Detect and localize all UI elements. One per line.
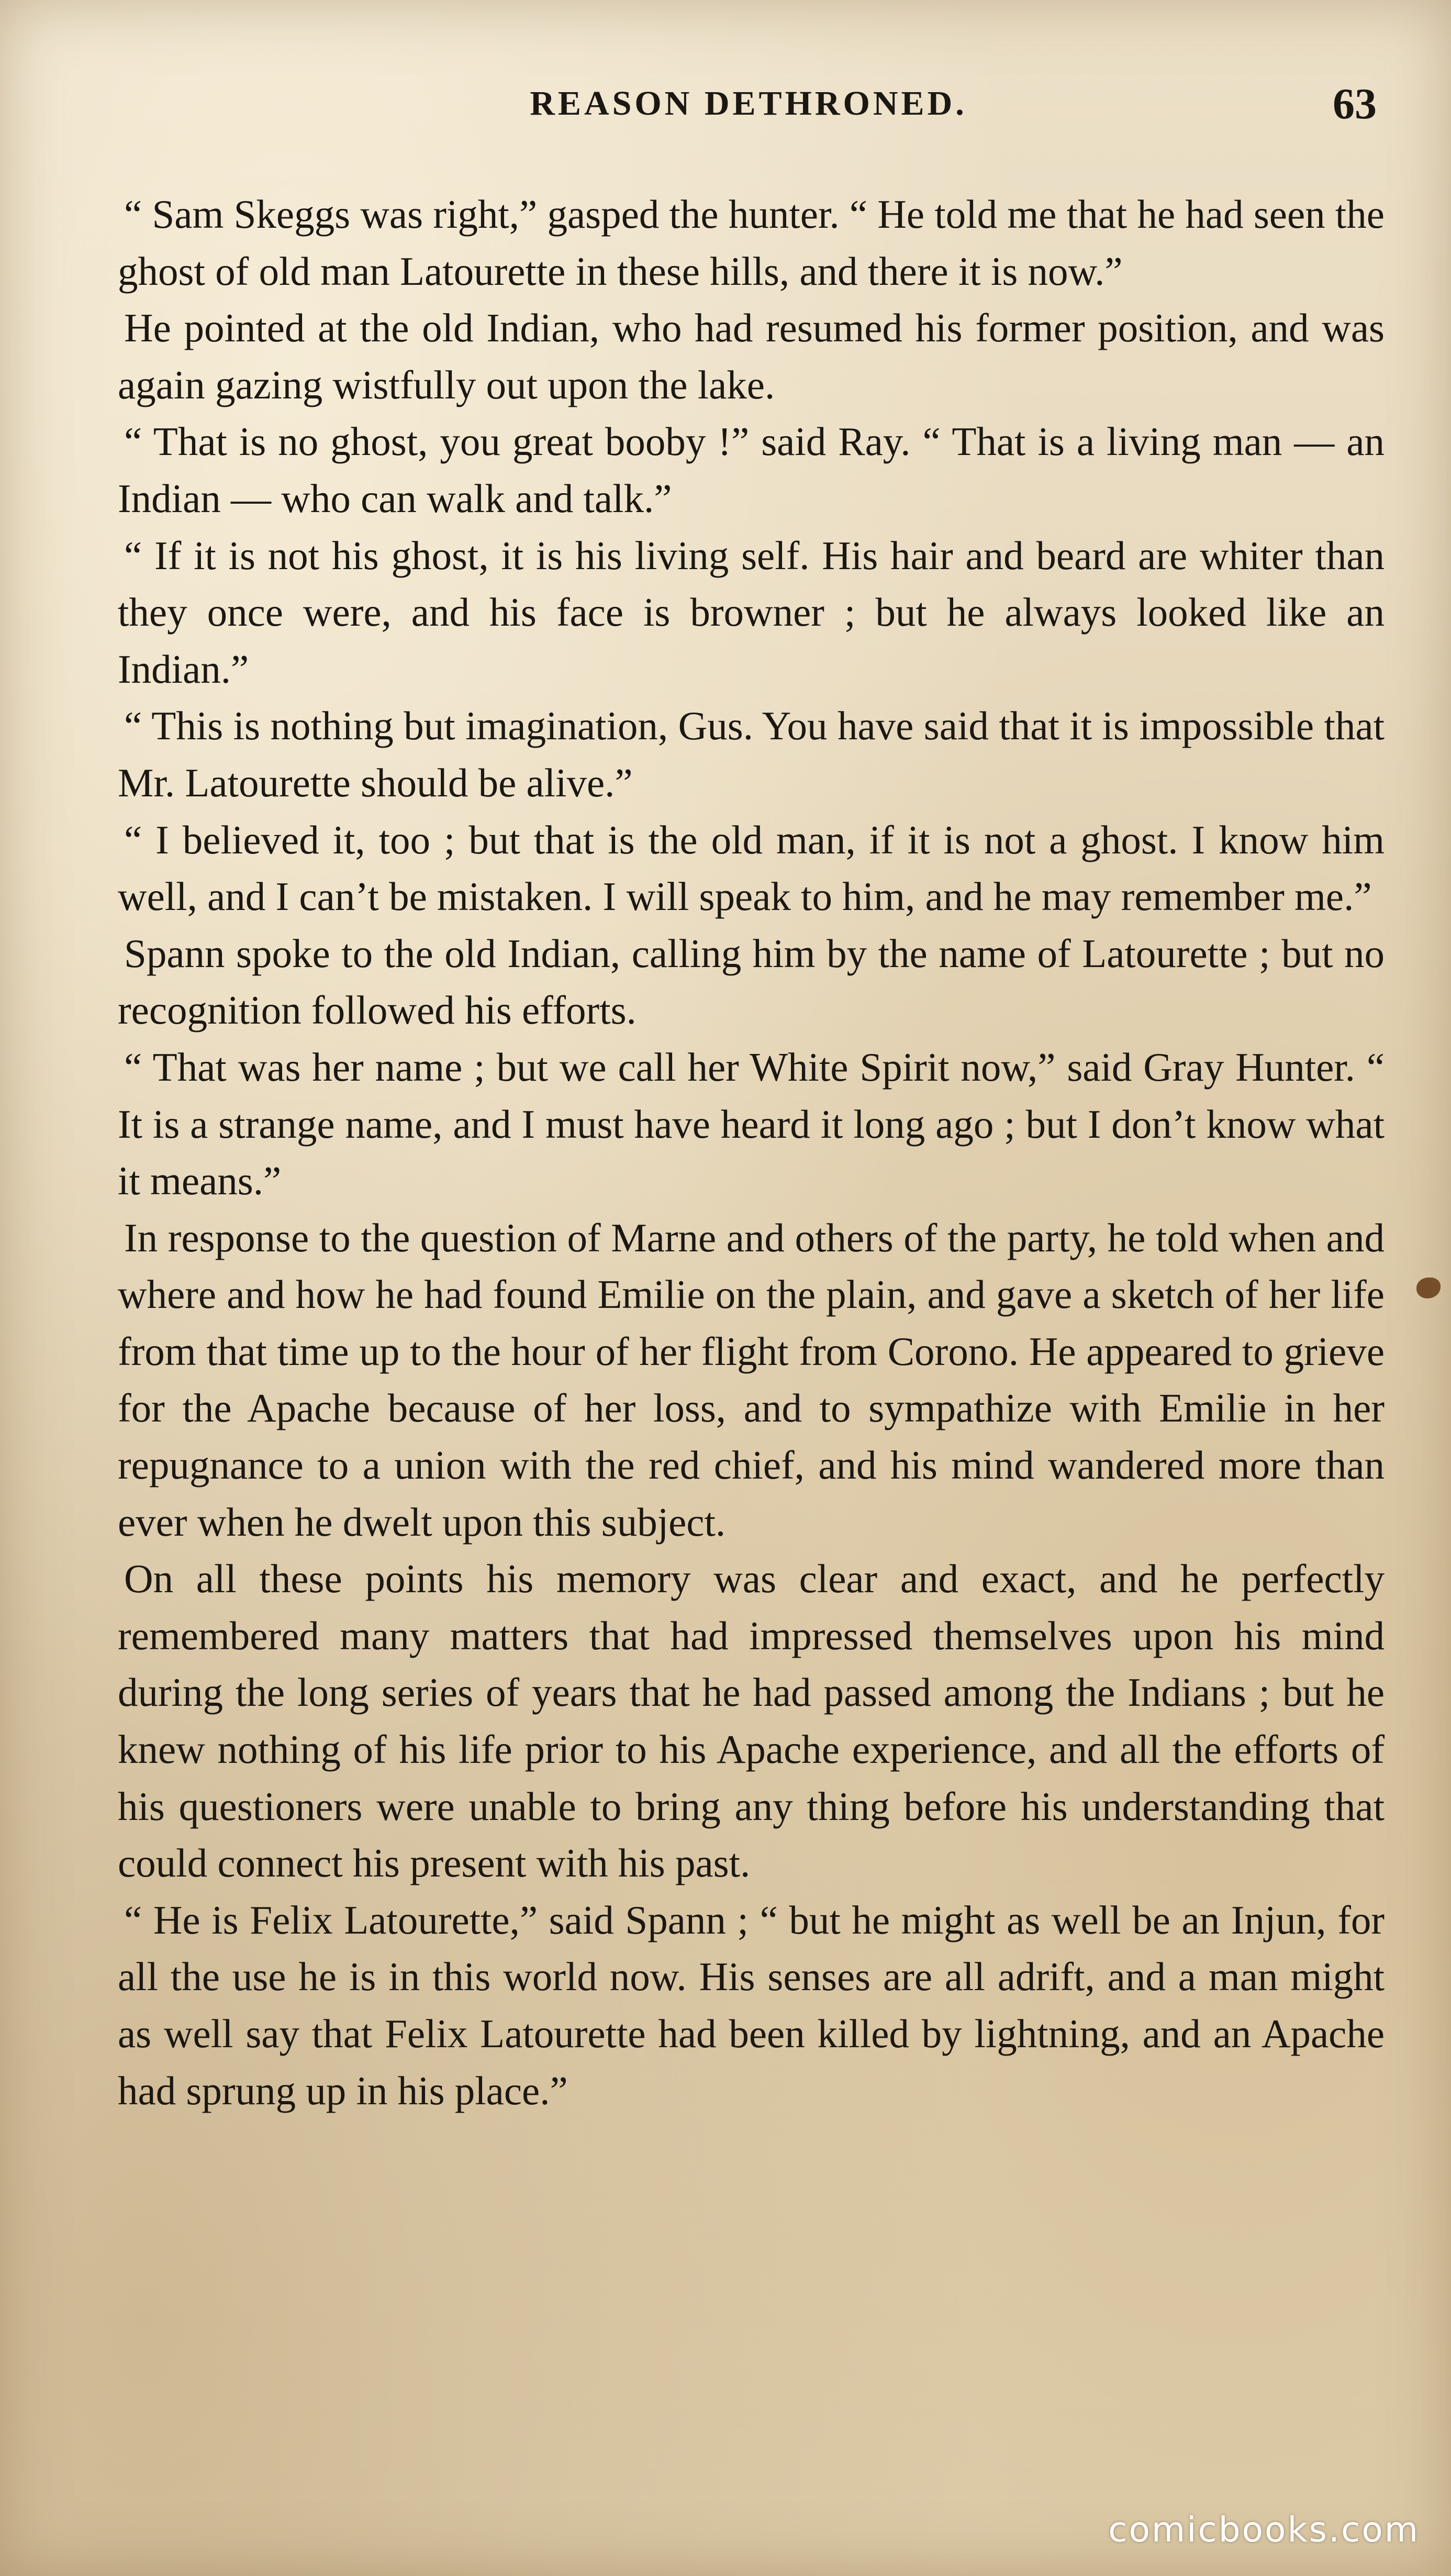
paragraph: “ I believed it, too ; but that is the old man, if it is not a ghost. I know him well, and I can’t be mistaken. I will speak to him, and he may remember me.” (118, 817, 1385, 919)
body-text (118, 186, 1385, 2119)
ink-stain (1416, 1278, 1441, 1298)
paragraph: “ He is Felix Latourette,” said Spann ; “ but he might as well be an Injun, for all the use he is in this world now. His senses are all adrift, and a man might as well say that Felix Latourette had been killed by lightning, and an Apache had sprung up in his place.” (118, 1897, 1385, 2113)
paragraph: “ If it is not his ghost, it is his living self. His hair and beard are whiter than they once were, and his face is browner ; but he always looked like an Indian.” (118, 532, 1385, 692)
running-title: REASON DETHRONED. (530, 84, 967, 123)
paragraph: “ That is no ghost, you great booby !” said Ray. “ That is a living man — an Indian — who can walk and talk.” (118, 419, 1385, 521)
paragraph: He pointed at the old Indian, who had resumed his former position, and was again gazing wistfully out upon the lake. (118, 305, 1385, 407)
paragraph: “ Sam Skeggs was right,” gasped the hunter. “ He told me that he had seen the ghost of old man Latourette in these hills, and there it is now.” (118, 192, 1385, 294)
paragraph: “ That was her name ; but we call her White Spirit now,” said Gray Hunter. “ It is a strange name, and I must have heard it long ago ; but I don’t know what it means.” (118, 1044, 1385, 1204)
paragraph: Spann spoke to the old Indian, calling him by the name of Latourette ; but no recognition followed his efforts. (118, 930, 1385, 1033)
site-watermark: comicbooks.com (1108, 2510, 1420, 2550)
page-number: 63 (1333, 80, 1377, 128)
paragraph: In response to the question of Marne and others of the party, he told when and where and how he had found Emilie on the plain, and gave a sketch of her life from that time up to the hour of her flight from Corono. He appeared to grieve for the Apache because of her loss, and to sympathize with Emilie in her repugnance to a union with the red chief, and his mind wandered more than ever when he dwelt upon this subject. (118, 1215, 1385, 1545)
paragraph: “ This is nothing but imagination, Gus. You have said that it is impossible that Mr. Latourette should be alive.” (118, 703, 1385, 805)
paragraph: On all these points his memory was clear and exact, and he perfectly remembered many matters that had impressed themselves upon his mind during the long series of years that he had passed among the Indians ; but he knew nothing of his life prior to his Apache experience, and all the efforts of his questioners were unable to bring any thing before his understanding that could connect his present with his past. (118, 1556, 1385, 1886)
running-head (120, 79, 1377, 141)
